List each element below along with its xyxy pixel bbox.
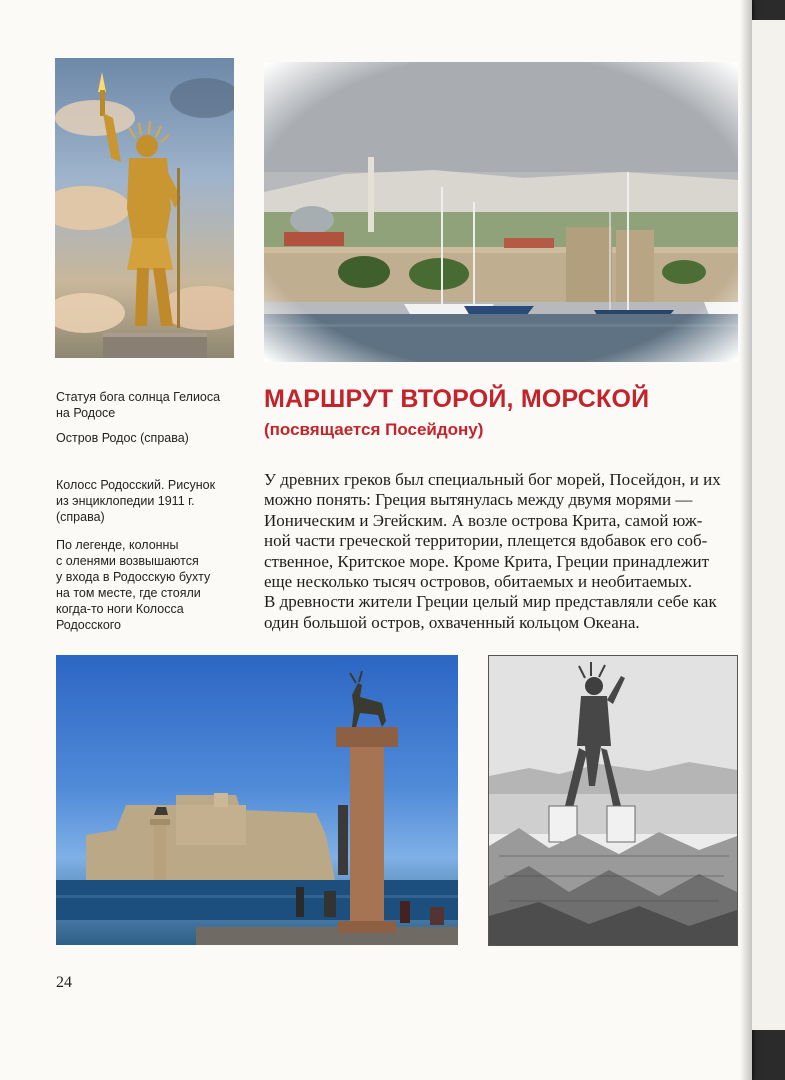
caption-deer-line: По легенде, колонны [56, 538, 179, 552]
caption-colossus-line: из энциклопедии 1911 г. [56, 494, 195, 508]
rhodes-harbour-illustration [264, 62, 738, 362]
deer-column-illustration [56, 655, 458, 945]
page-number: 24 [56, 974, 72, 991]
caption-deer-line: на том месте, где стояли [56, 586, 201, 600]
article-subtitle: (посвящается Посейдону) [264, 420, 484, 439]
caption-deer-line: у входа в Родосскую бухту [56, 570, 211, 584]
caption-deer-line: когда-то ноги Колосса [56, 602, 184, 616]
caption-deer-line: с оленями возвышаются [56, 554, 199, 568]
helios-statue-photo [55, 58, 234, 358]
adjacent-page-edge [752, 20, 785, 1030]
caption-rhodes-island: Остров Родос (справа) [56, 431, 189, 445]
caption-deer-line: Родосского [56, 618, 122, 632]
rhodes-harbour-photo [264, 62, 738, 362]
caption-helios-line: на Родосе [56, 406, 116, 420]
colossus-engraving-illustration [489, 656, 737, 945]
helios-statue-illustration [55, 58, 234, 358]
article-title: МАРШРУТ ВТОРОЙ, МОРСКОЙ [264, 385, 650, 413]
caption-helios [56, 389, 220, 421]
caption-colossus-line: (справа) [56, 510, 105, 524]
deer-column-photo [56, 655, 458, 945]
caption-deer-columns [56, 537, 210, 633]
caption-colossus-line: Колосс Родосский. Рисунок [56, 478, 216, 492]
colossus-engraving [488, 655, 738, 946]
caption-helios-line: Статуя бога солнца Гелиоса [56, 390, 221, 404]
caption-colossus-drawing [56, 477, 215, 525]
article-body: У древних греков был специальный бог морей, Посейдон, и их можно понять: Греция вытянулась между двумя морями — Ионическим и Эгейским. А возле острова Крита, самой юж- ной части греческой территории, плещется вдобавок его соб- ственное, Критское море. Кроме Крита, Греции принадлежит еще несколько тысяч островов, обитаемых и необитаемых. В древности жители Греции целый мир представляли себе как один большой остров, охваченный кольцом Океана. [264, 470, 721, 632]
